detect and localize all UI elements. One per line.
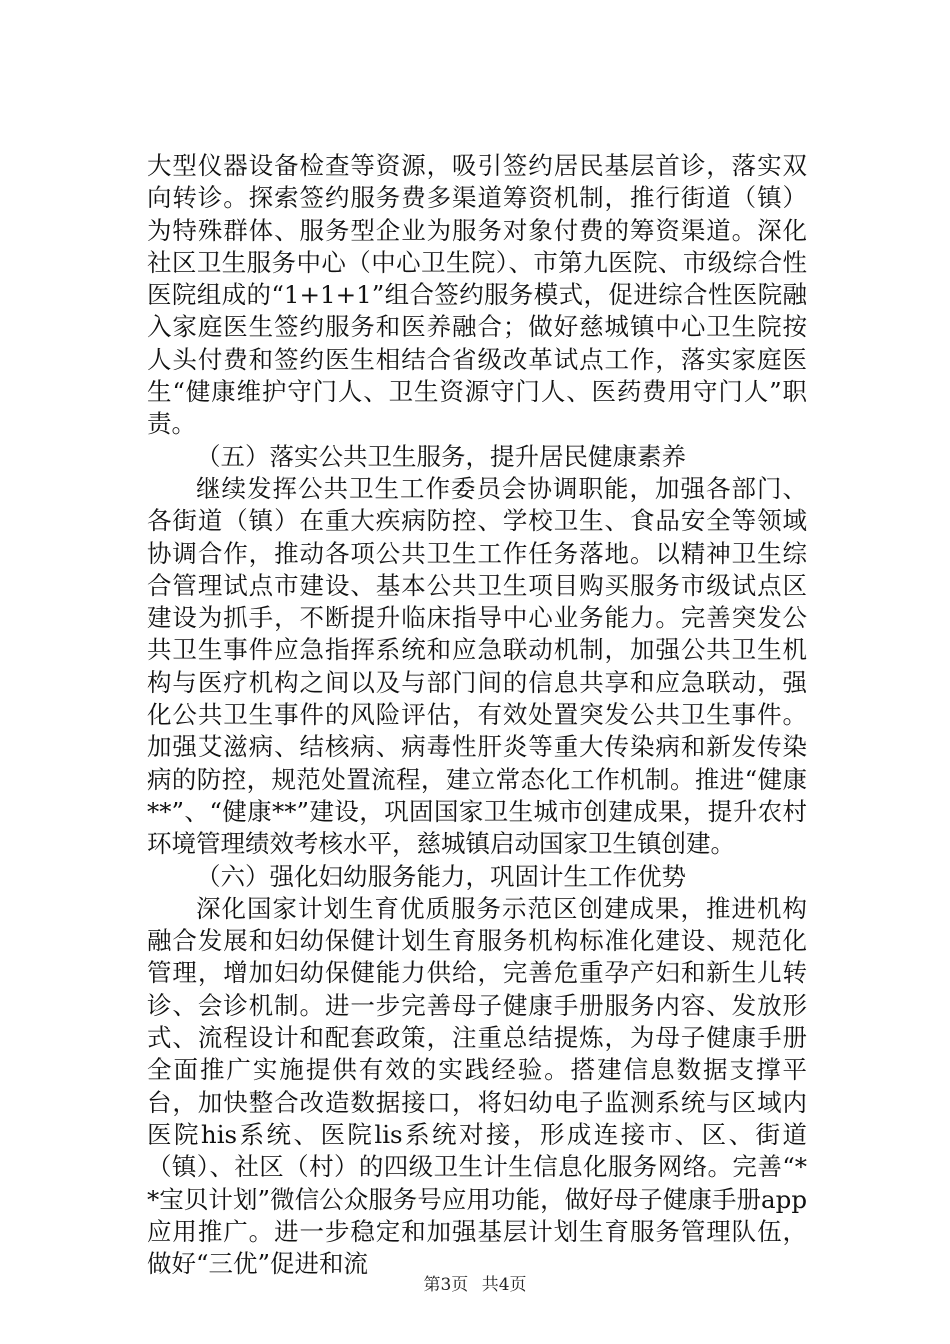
page-total: 共4页 [481, 1275, 527, 1295]
paragraph-continued: 大型仪器设备检查等资源，吸引签约居民基层首诊，落实双向转诊。探索签约服务费多渠道筹资机制，推行街道（镇）为特殊群体、服务型企业为服务对象付费的筹资渠道。深化社区卫生服务中心（中心卫生院）、市第九医院、市级综合性医院组成的“1+1+1”组合签约服务模式，促进综合性医院融入家庭医生签约服务和医养融合；做好慈城镇中心卫生院按人头付费和签约医生相结合省级改革试点工作，落实家庭医生“健康维护守门人、卫生资源守门人、医药费用守门人”职责。 [147, 151, 807, 439]
paragraph-maternal-child: 深化国家计划生育优质服务示范区创建成果，推进机构融合发展和妇幼保健计划生育服务机构标准化建设、规范化管理，增加妇幼保健能力供给，完善危重孕产妇和新生儿转诊、会诊机制。进一步完善母子健康手册服务内容、发放形式、流程设计和配套政策，注重总结提炼，为母子健康手册全面推广实施提供有效的实践经验。搭建信息数据支撑平台，加快整合改造数据接口，将妇幼电子监测系统与区域内医院his系统、医院lis系统对接，形成连接市、区、街道（镇）、社区（村）的四级卫生计生信息化服务网络。完善“**宝贝计划”微信公众服务号应用功能，做好母子健康手册app应用推广。进一步稳定和加强基层计划生育服务管理队伍，做好“三优”促进和流 [147, 893, 807, 1279]
page-number: 第3页 [423, 1275, 469, 1295]
page-footer [0, 1274, 950, 1296]
document-body [147, 150, 807, 1280]
section-heading-6: （六）强化妇幼服务能力，巩固计生工作优势 [196, 861, 686, 891]
section-heading-5: （五）落实公共卫生服务，提升居民健康素养 [196, 441, 686, 471]
paragraph-public-health: 继续发挥公共卫生工作委员会协调职能，加强各部门、各街道（镇）在重大疾病防控、学校卫生、食品安全等领域协调合作，推动各项公共卫生工作任务落地。以精神卫生综合管理试点市建设、基本公共卫生项目购买服务市级试点区建设为抓手，不断提升临床指导中心业务能力。完善突发公共卫生事件应急指挥系统和应急联动机制，加强公共卫生机构与医疗机构之间以及与部门间的信息共享和应急联动，强化公共卫生事件的风险评估，有效处置突发公共卫生事件。加强艾滋病、结核病、病毒性肝炎等重大传染病和新发传染病的防控，规范处置流程，建立常态化工作机制。推进“健康**”、“健康**”建设，巩固国家卫生城市创建成果，提升农村环境管理绩效考核水平，慈城镇启动国家卫生镇创建。 [147, 473, 807, 859]
